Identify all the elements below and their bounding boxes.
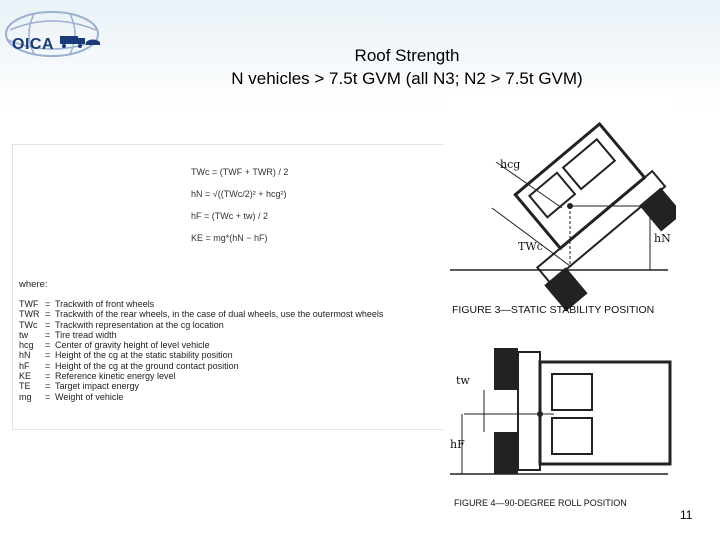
def-symbol: KE	[19, 371, 32, 382]
def-symbol: TWF	[19, 299, 39, 309]
def-symbol: TWR	[19, 309, 40, 320]
definition-row: hN = Height of the cg at the static stability position	[19, 350, 233, 361]
def-text: Trackwith of front wheels	[55, 299, 155, 309]
definition-row: KE = Reference kinetic energy level	[19, 371, 176, 382]
fig4-label-hf: hF	[450, 438, 465, 451]
title-line-2: N vehicles > 7.5t GVM (all N3; N2 > 7.5t GVM)	[231, 69, 583, 88]
def-text: Trackwith representation at the cg location	[55, 319, 224, 330]
def-symbol: hF	[19, 360, 30, 371]
def-symbol: hN	[19, 350, 31, 361]
definition-row: TWR = Trackwith of the rear wheels, in the case of dual wheels, use the outermost wheels	[19, 309, 384, 320]
fig4-label-tw: tw	[456, 374, 470, 387]
definition-row: hcg = Center of gravity height of level vehicle	[19, 340, 210, 351]
def-text: Target impact energy	[55, 381, 140, 392]
def-text: Center of gravity height of level vehicle	[55, 340, 210, 351]
definition-row: TWc = Trackwith representation at the cg location	[19, 319, 224, 330]
def-text: Trackwith of the rear wheels, in the case of dual wheels, use the outermost wheels	[55, 309, 384, 320]
formula-twc: TWc = (TWF + TWR) / 2	[191, 167, 289, 177]
fig3-label-twc: TWc	[518, 240, 543, 253]
formula-panel	[12, 144, 450, 430]
where-label: where:	[19, 279, 48, 290]
figure3-caption: FIGURE 3—STATIC STABILITY POSITION	[452, 304, 655, 316]
def-text: Tire tread width	[55, 329, 117, 340]
oica-logo	[4, 8, 104, 64]
fig3-label-hcg: hcg	[500, 158, 521, 171]
figure4-drawing	[450, 348, 670, 474]
formula-hf: hF = (TWc + tw) / 2	[191, 211, 269, 221]
figure3-drawing	[450, 118, 676, 312]
formula-block	[191, 161, 441, 249]
definition-row: tw = Tire tread width	[19, 329, 117, 340]
def-symbol: TE	[19, 381, 31, 392]
definition-row: TWF = Trackwith of front wheels	[19, 299, 155, 309]
definition-row: TE = Target impact energy	[19, 381, 140, 392]
def-text: Weight of vehicle	[55, 391, 124, 402]
def-text: Height of the cg at the ground contact position	[55, 360, 239, 371]
formula-ke: KE = mg*(hN − hF)	[191, 233, 268, 243]
def-text: Height of the cg at the static stability position	[55, 350, 233, 361]
def-symbol: tw	[19, 329, 28, 340]
page-number: 11	[680, 508, 693, 522]
definition-row: hF = Height of the cg at the ground contact position	[19, 360, 239, 371]
def-symbol: mg	[19, 391, 32, 402]
def-symbol: hcg	[19, 340, 34, 351]
title-line-1: Roof Strength	[354, 46, 460, 65]
definition-row: mg = Weight of vehicle	[19, 391, 124, 402]
slide-title	[120, 44, 694, 90]
figure4-caption: FIGURE 4—90-DEGREE ROLL POSITION	[454, 498, 627, 508]
formula-hn: hN = √((TWc/2)² + hcg²)	[191, 189, 287, 199]
definition-list	[19, 299, 447, 402]
def-text: Reference kinetic energy level	[55, 371, 176, 382]
logo-text: OICA	[12, 36, 54, 53]
fig3-label-hn: hN	[654, 232, 671, 245]
def-symbol: TWc	[19, 319, 38, 330]
